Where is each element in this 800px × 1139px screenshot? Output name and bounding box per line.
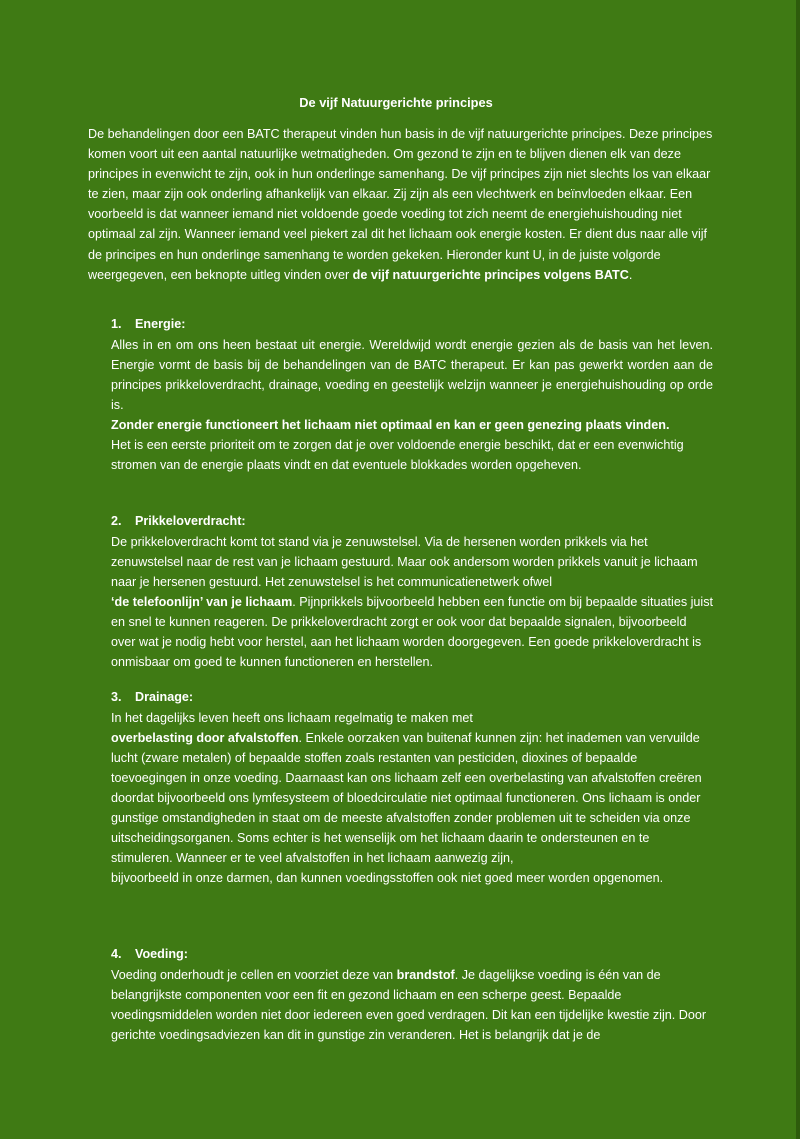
paragraph-text: Voeding onderhoudt je cellen en voorziet deze van [111,968,394,982]
document-title: De vijf Natuurgerichte principes [299,95,493,110]
section-paragraph [111,965,713,1045]
page-edge [796,0,800,1139]
section-title: Energie: [135,317,186,331]
section-heading [111,687,713,707]
section-paragraph: bijvoorbeeld in onze darmen, dan kunnen voedingsstoffen ook niet goed meer worden opgenomen. [111,871,664,885]
intro-text: De behandelingen door een BATC therapeut vinden hun basis in de vijf natuurgerichte principes. Deze principes komen voort uit een aantal natuurlijke wetmatigheden. Om gezond te zijn en te blijven dienen elk van deze principes in evenwicht te zijn, ook in hun onderlinge samenhang. De vijf principes zijn niet slechts los van elkaar te zien, maar zijn ook onderling afhankelijk van elkaar. Zij zijn als een vlechtwerk en beïnvloeden elkaar. Een voorbeeld is dat wanneer iemand niet voldoende goede voeding tot zich neemt de energiehuishouding niet optimaal zal zijn. Wanneer iemand veel piekert zal dit het lichaam ook energie kosten. Er dient dus naar alle vijf de principes en hun onderlinge samenhang te worden gekeken. Hieronder kunt U, in de juiste volgorde weergegeven, een beknopte uitleg vinden over [88,127,713,282]
paragraph-text: In het dagelijks leven heeft ons lichaam regelmatig te maken met [111,711,473,725]
section-number: 4. [111,947,122,961]
bold-text: Zonder energie functioneert het lichaam niet optimaal en kan er geen genezing plaats vinden. [111,418,670,432]
section-bold-statement [111,415,713,435]
paragraph-text: . Je dagelijkse voeding is één van de belangrijkste componenten voor een fit en gezond lichaam en een scherpe geest. Bepaalde voedingsmiddelen worden niet door iedereen even goed verdragen. Dit kan een tijdelijke kwestie zijn. Door gerichte voedingsadviezen kan dit in gunstige zin veranderen. Het is belangrijk dat je de [111,968,707,1042]
section-heading [111,511,713,531]
section-title: Drainage: [135,690,194,704]
section-paragraph [111,708,713,868]
intro-paragraph [88,124,714,285]
section-paragraph: Alles in en om ons heen bestaat uit energie. Wereldwijd wordt energie gezien als de basis van het leven. Energie vormt de basis bij de behandelingen van de BATC therapeut. Er kan pas gewerkt worden aan de principes prikkeloverdracht, drainage, voeding en geestelijk welzijn wanneer je energiehuishouding op orde is. [111,338,713,412]
intro-end: . [628,267,633,282]
section-title: Voeding: [135,947,188,961]
section-heading [111,314,713,334]
intro-bold: de vijf natuurgerichte principes volgens BATC [352,267,629,282]
paragraph-text: . Pijnprikkels bijvoorbeeld hebben een functie om bij bepaalde situaties juist en snel te kunnen reageren. De prikkeloverdracht zorgt er ook voor dat bepaalde signalen, bijvoorbeeld over wat je nodig hebt voor herstel, aan het lichaam worden doorgegeven. Een goede prikkeloverdracht is onmisbaar om goed te kunnen functioneren en herstellen. [111,595,714,669]
section-paragraph: Het is een eerste prioriteit om te zorgen dat je over voldoende energie beschikt, dat er een evenwichtig stromen van de energie plaats vindt en dat eventuele blokkades worden opgeheven. [111,438,684,472]
section-number: 3. [111,690,122,704]
section-title: Prikkeloverdracht: [135,514,246,528]
paragraph-text: De prikkeloverdracht komt tot stand via je zenuwstelsel. Via de hersenen worden prikkels via het zenuwstelsel naar de rest van je lichaam gestuurd. Maar ook andersom worden prikkels vanuit je lichaam naar je hersenen gestuurd. Het zenuwstelsel is het communicatienetwerk ofwel [111,535,698,589]
section-number: 1. [111,317,122,331]
bold-text: ‘de telefoonlijn’ van je lichaam [111,595,293,609]
paragraph-text: . Enkele oorzaken van buitenaf kunnen zijn: het inademen van vervuilde lucht (zware metalen) of bepaalde stoffen zoals restanten van pesticiden, dioxines of bepaalde toevoegingen in onze voeding. Daarnaast kan ons lichaam zelf een overbelasting van afvalstoffen creëren doordat bijvoorbeeld ons lymfesysteem of bloedcirculatie niet optimaal functioneren. Ons lichaam is onder gunstige omstandigheden in staat om de meeste afvalstoffen zonder problemen uit te scheiden via onze uitscheidingsorganen. Soms echter is het wenselijk om het lichaam daarin te ondersteunen en te stimuleren. Wanneer er te veel afvalstoffen in het lichaam aanwezig zijn, [111,731,702,865]
section-drainage [111,687,713,888]
section-prikkeloverdracht [111,511,713,672]
section-energie [111,314,713,475]
bold-text: overbelasting door afvalstoffen [111,731,299,745]
section-number: 2. [111,514,122,528]
section-heading [111,944,713,964]
section-voeding [111,944,713,1045]
bold-text: brandstof [396,968,455,982]
section-paragraph [111,532,713,672]
